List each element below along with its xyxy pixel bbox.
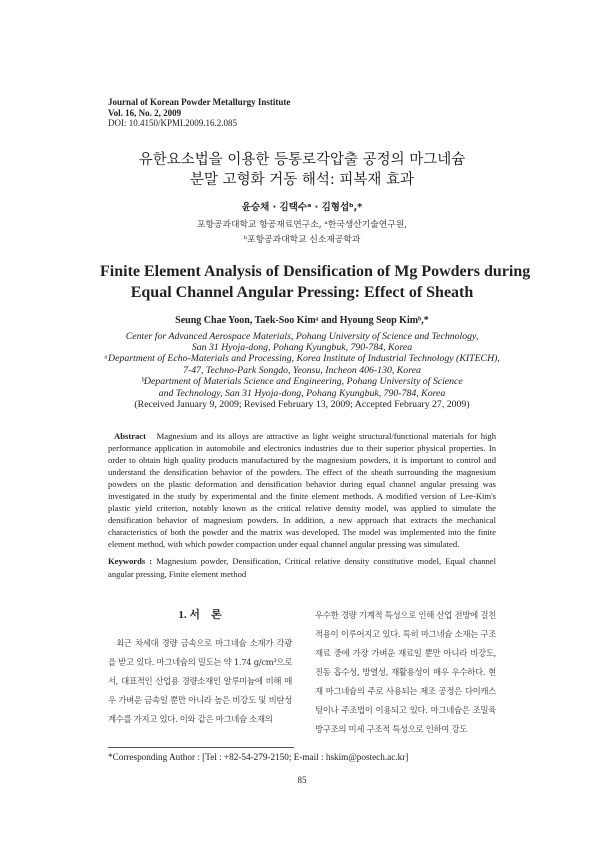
left-column	[108, 606, 292, 729]
body-columns	[108, 606, 496, 739]
affiliation-line: ᵇDepartment of Materials Science and Engineering, Pohang University of Science	[141, 376, 463, 388]
abstract	[108, 431, 496, 550]
footnote-divider	[108, 747, 294, 748]
keywords-text: Magnesium powder, Densification, Critical relative density constitutive model, Equal channel angular pressing, Finite element method	[108, 556, 496, 579]
affiliation-line: and Technology, San 31 Hyoja-dong, Pohang Kyungbuk, 790-784, Korea	[158, 387, 446, 399]
english-title-line: Equal Channel Angular Pressing: Effect of Sheath	[130, 283, 474, 301]
body-right-column: 우수한 경량 기계적 특성으로 인해 산업 전방에 걸친 적용이 이루어지고 있다. 특히 마그네슘 소재는 구조 재료 중에 가장 가벼운 재료일 뿐만 아니라 비강도, 진동 흡수성, 방열성, 재활용성이 매우 우수하다. 현재 마그네슘의 주로 사용되는 제조 공정은 다이캐스팅이나 주조법이 이용되고 있다. 마그네슘은 조밀육방구조의 미세 구조적 특성으로 인하여 강도	[315, 610, 496, 735]
korean-title	[100, 150, 504, 190]
affiliation-line: 7-47, Techno-Park Songdo, Yeonsu, Incheon 406-130, Korea	[183, 364, 421, 376]
korean-affiliation-line: 포항공과대학교 항공재료연구소, ᵃ한국생산기술연구원,	[196, 219, 408, 230]
keywords	[108, 555, 496, 580]
section-heading: 1. 서 론	[178, 609, 222, 622]
affiliation-line: Center for Advanced Aerospace Materials, Pohang University of Science and Technology,	[125, 330, 479, 342]
page-number: 85	[297, 775, 307, 786]
affiliation-line: San 31 Hyoja-dong, Pohang Kyungbuk, 790-784, Korea	[191, 341, 413, 353]
korean-title-line: 분말 고형화 거동 해석: 피복재 효과	[189, 171, 415, 188]
korean-authors: 윤승채 · 김택수ᵃ · 김형섭ᵇ,*	[241, 201, 363, 213]
english-title	[100, 261, 531, 303]
right-column	[315, 606, 496, 739]
received-dates: (Received January 9, 2009; Revised February 13, 2009; Accepted February 27, 2009)	[134, 398, 470, 410]
footnote: *Corresponding Author : [Tel : +82-54-279-2150; E-mail : hskim@postech.ac.kr]	[108, 752, 409, 763]
abstract-label: Abstract	[114, 431, 146, 442]
doi: DOI: 10.4150/KPMI.2009.16.2.085	[108, 118, 238, 128]
journal-header	[108, 97, 496, 129]
body-left-column: 최근 차세대 경량 금속으로 마그네슘 소재가 각광을 받고 있다. 마그네슘의 밀도는 약 1.74 g/cm³으로서, 대표적인 산업용 경량소재인 알루미늄에 비해 매우 가벼운 금속일 뿐만 아니라 높은 비강도 및 비탄성계수를 가지고 있다. 이와 같은 마그네슘 소재의	[108, 638, 292, 725]
english-title-line: Finite Element Analysis of Densification of Mg Powders during	[100, 262, 531, 280]
english-affiliations	[100, 331, 504, 411]
keywords-label: Keywords :	[108, 556, 153, 567]
affiliation-line: ᵃDepartment of Echo-Materials and Processing, Korea Institute of Industrial Technology (KITECH),	[104, 353, 500, 365]
korean-affiliations	[100, 218, 504, 248]
korean-affiliation-line: ᵇ포항공과대학교 신소재공학과	[243, 234, 361, 245]
journal-name: Journal of Korean Powder Metallurgy Institute	[108, 97, 291, 107]
korean-title-line: 유한요소법을 이용한 등통로각압출 공정의 마그네슘	[138, 151, 466, 168]
english-authors: Seung Chae Yoon, Taek-Soo Kimᵃ and Hyoung Seop Kimᵇ,*	[175, 314, 429, 326]
abstract-text: Magnesium and its alloys are attractive as light weight structural/functional materials for high performance application in automobile and electronics industries due to their superior physical properties. In order to obtain high quality products manufactured by the magnesium powders, it is important to control and understand the densification behavior of the powders. The effect of the sheath surrounding the magnesium powders on the plastic deformation and densification behavior during equal channel angular pressing was investigated in the study by experimental and the finite element methods. A modified version of Lee-Kim's plastic yield criterion, notably known as the critical relative density model, was applied to simulate the densification behavior of magnesium powders. In addition, a new approach that extracts the mechanical characteristics of both the powder and the matrix was developed. The model was implemented into the finite element method, with which powder compaction under equal channel angular pressing was simulated.	[108, 431, 497, 549]
journal-volume: Vol. 16, No. 2, 2009	[108, 107, 182, 118]
